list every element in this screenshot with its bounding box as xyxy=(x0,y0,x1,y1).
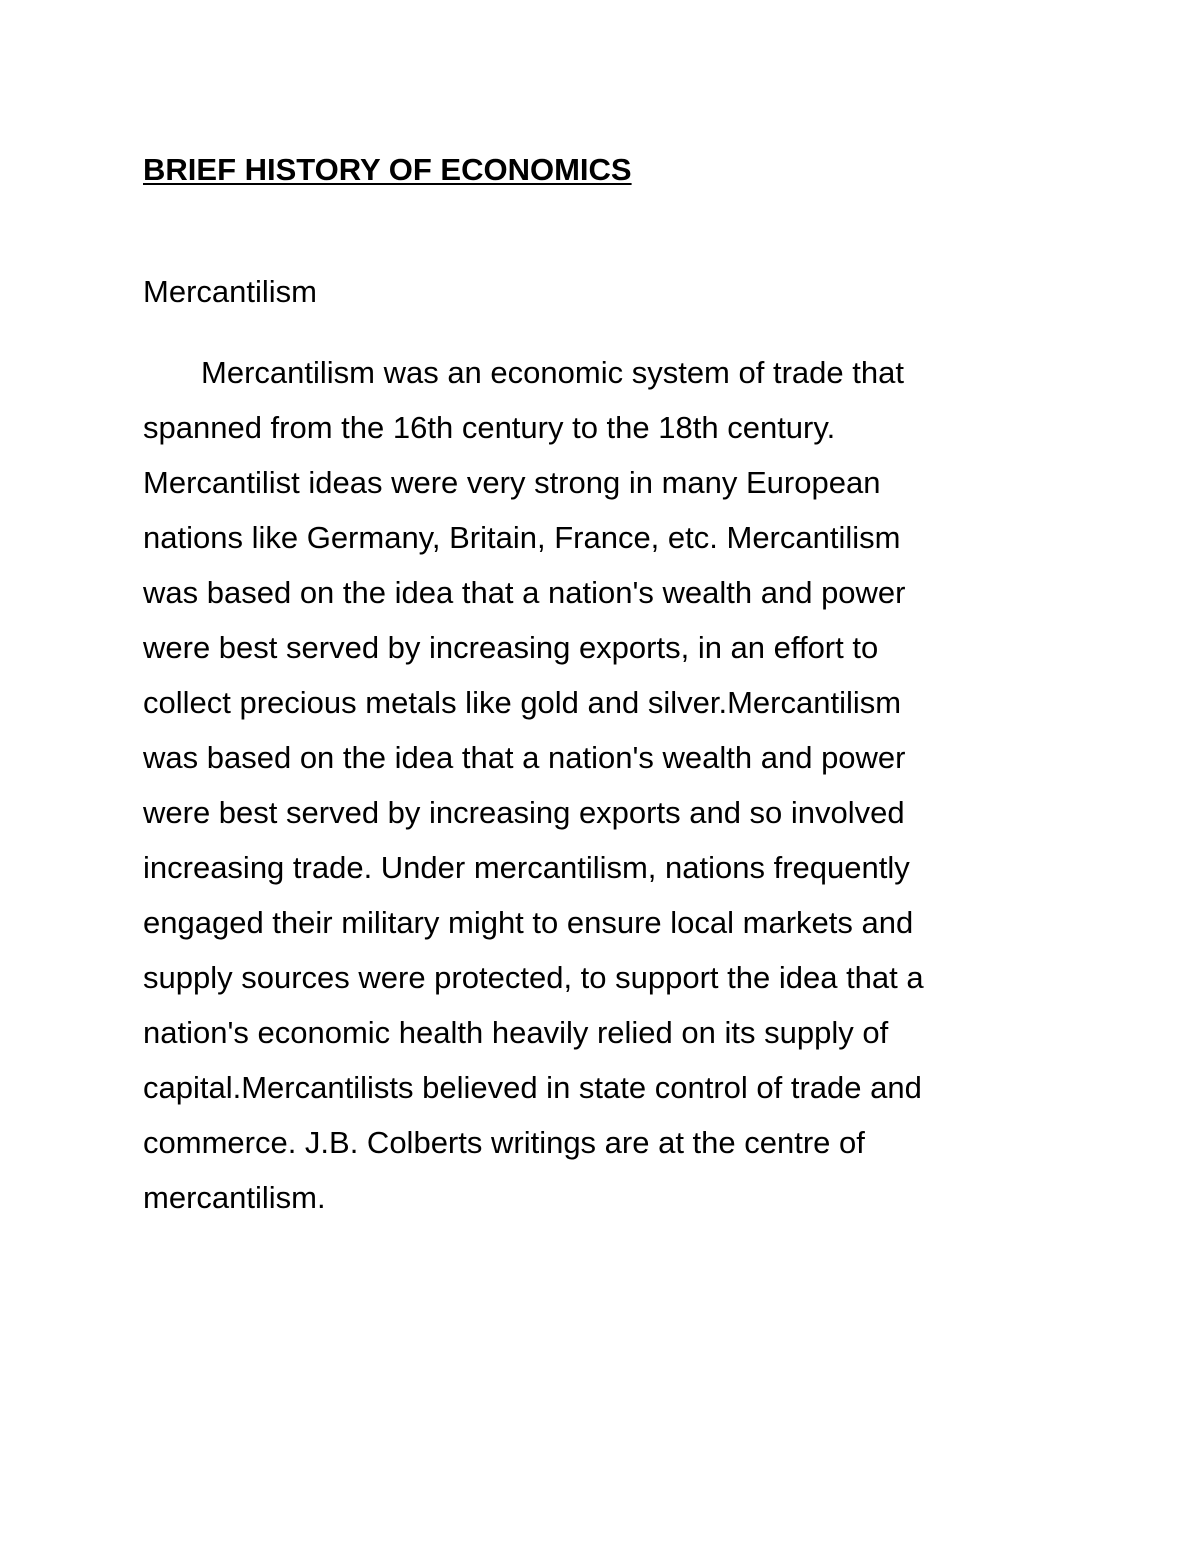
paragraph-line: spanned from the 16th century to the 18th century. xyxy=(143,410,836,445)
paragraph-line: nation's economic health heavily relied on its supply of xyxy=(143,1015,889,1050)
section-heading: Mercantilism xyxy=(143,274,317,309)
paragraph-line: mercantilism. xyxy=(143,1180,326,1215)
paragraph-line: were best served by increasing exports and so involved xyxy=(143,795,905,830)
paragraph-line: engaged their military might to ensure local markets and xyxy=(143,905,914,940)
paragraph-line: Mercantilism was an economic system of trade that xyxy=(201,355,904,390)
paragraph-line: capital.Mercantilists believed in state control of trade and xyxy=(143,1070,922,1105)
paragraph-line: nations like Germany, Britain, France, etc. Mercantilism xyxy=(143,520,901,555)
document-title: BRIEF HISTORY OF ECONOMICS xyxy=(143,152,632,187)
paragraph-line: Mercantilist ideas were very strong in many European xyxy=(143,465,881,500)
paragraph-line: were best served by increasing exports, in an effort to xyxy=(143,630,879,665)
body-paragraph xyxy=(143,345,924,1225)
paragraph-line: commerce. J.B. Colberts writings are at the centre of xyxy=(143,1125,865,1160)
paragraph-line: collect precious metals like gold and silver.Mercantilism xyxy=(143,685,902,720)
paragraph-line: supply sources were protected, to support the idea that a xyxy=(143,960,924,995)
paragraph-line: was based on the idea that a nation's wealth and power xyxy=(143,740,906,775)
paragraph-line: was based on the idea that a nation's wealth and power xyxy=(143,575,906,610)
paragraph-line: increasing trade. Under mercantilism, nations frequently xyxy=(143,850,910,885)
